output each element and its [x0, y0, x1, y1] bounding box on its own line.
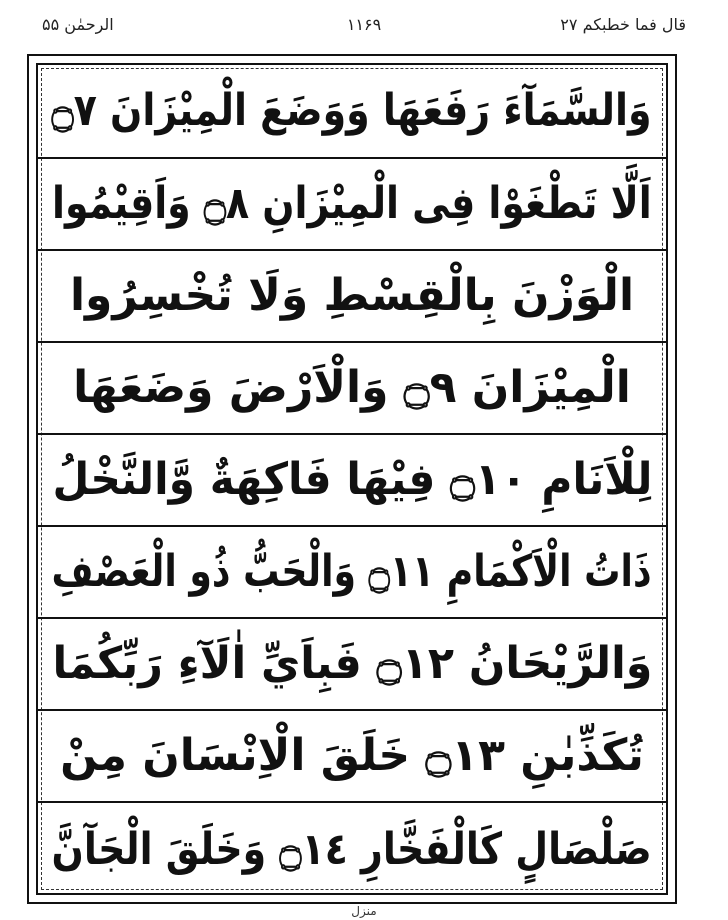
verse-line-6: [38, 527, 666, 617]
verse-line-4: [38, 343, 666, 433]
line-text: اَلَّا تَطْغَوْا فِى الْمِيْزَانِ ۝٨ وَاَقِيْمُوا: [52, 178, 652, 229]
line-text: الْمِيْزَانَ ۝٩ وَالْاَرْضَ وَضَعَهَا: [73, 362, 631, 413]
line-text: تُكَذِّبٰنِ ۝١٣ خَلَقَ الْاِنْسَانَ مِنْ: [60, 730, 644, 781]
verse-line-2: [38, 159, 666, 249]
verse-line-9: [38, 803, 666, 895]
manzil-marker: منزل: [351, 904, 377, 918]
line-text: ذَاتُ الْاَكْمَامِ ۝١١ وَالْحَبُّ ذُو الْعَصْفِ: [51, 546, 653, 597]
line-text: الْوَزْنَ بِالْقِسْطِ وَلَا تُخْسِرُوا: [69, 270, 635, 321]
page-number: ۱۱۶۹: [346, 15, 382, 34]
verse-line-8: [38, 711, 666, 801]
line-text: صَلْصَالٍ كَالْفَخَّارِ ۝١٤ وَخَلَقَ الْجَآنَّ: [51, 824, 653, 875]
line-text: وَالسَّمَآءَ رَفَعَهَا وَوَضَعَ الْمِيْزَانَ ۝٧: [51, 85, 653, 136]
page-header: [0, 14, 728, 38]
line-text: وَالرَّيْحَانُ ۝١٢ فَبِاَيِّ اٰلَآءِ رَبِّكُمَا: [52, 638, 652, 689]
verse-line-3: [38, 251, 666, 341]
surah-name: الرحمٰن ۵۵: [42, 15, 114, 34]
verse-line-7: [38, 619, 666, 709]
line-text: لِلْاَنَامِ ۝١٠ فِيْهَا فَاكِهَةٌ وَّالنَّخْلُ: [52, 454, 652, 505]
verse-line-1: [38, 65, 666, 157]
text-area: [36, 63, 668, 895]
page-frame: [27, 54, 677, 904]
juz-name: قال فما خطبکم ۲۷: [560, 15, 686, 34]
verse-line-5: [38, 435, 666, 525]
